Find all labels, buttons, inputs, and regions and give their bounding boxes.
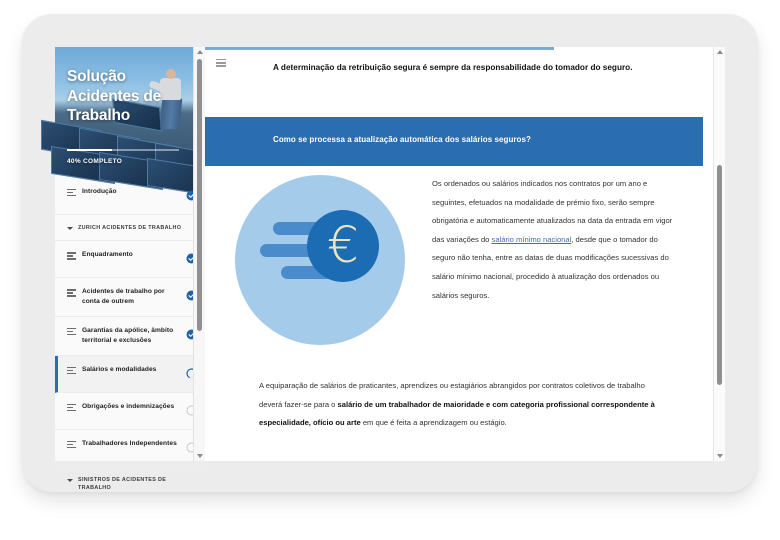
sidebar-item-enquadramento[interactable]	[55, 241, 205, 278]
lesson-progress-bar	[205, 47, 554, 50]
sidebar-section-header[interactable]	[55, 215, 205, 241]
list-lines-icon	[67, 252, 76, 261]
sidebar-item-introducao[interactable]	[55, 178, 205, 215]
closing-text-part2: em que é feita a aprendizagem ou estágio.	[360, 418, 507, 428]
course-progress-label: 40% COMPLETO	[67, 158, 123, 165]
body-text-after-link: , desde que o tomador do seguro não tenha, entre as datas de duas modificações sucessivas do salário mínimo nacional, procedido à atualização dos ordenados ou salários seguros.	[432, 234, 669, 300]
chevron-down-icon	[67, 227, 73, 230]
course-progress-fill	[67, 149, 112, 151]
sidebar-scrollbar[interactable]	[193, 47, 205, 461]
sidebar-item-label: Trabalhadores Independentes	[82, 439, 177, 447]
sidebar-item-salarios-e-modalidades[interactable]	[55, 356, 205, 393]
euro-symbol-icon: €	[327, 215, 359, 274]
body-text-before-link: Os ordenados ou salários indicados nos contratos por um ano e seguintes, efetuados na modalidade de prémio fixo, serão sempre obrigatória e automaticamente atualizados na data da entrada em vigor das variações do	[432, 179, 673, 244]
tablet-screen	[55, 47, 725, 492]
euro-coin	[307, 210, 379, 282]
tablet-device-frame	[22, 14, 758, 492]
list-lines-icon	[67, 441, 76, 450]
body-paragraph	[432, 175, 675, 305]
sidebar-item-label: Garantias da apólice, âmbito territorial e exclusões	[82, 327, 174, 345]
sidebar-item-label: Introdução	[82, 188, 117, 195]
closing-text-part1: A equiparação de salários de praticantes, aprendizes ou estagiários abrangidos por contratos coletivos de trabalho deverá fazer-se para o	[259, 381, 645, 409]
list-lines-icon	[67, 189, 76, 198]
intro-statement: A determinação da retribuição segura é sempre da responsabilidade do tomador do seguro.	[273, 63, 633, 72]
sidebar-item-acidentes-de-trabalho-por-conta-de-outre[interactable]	[55, 278, 205, 317]
sidebar-item-label: Salários e modalidades	[82, 365, 157, 373]
list-lines-icon	[67, 289, 76, 298]
section-question-title: Como se processa a atualização automática dos salários seguros?	[273, 135, 531, 144]
course-progress-bar	[67, 149, 179, 151]
content-scroll-thumb[interactable]	[717, 165, 722, 385]
sidebar-item-label: Acidentes de trabalho por conta de outrem	[82, 288, 165, 306]
closing-paragraph	[259, 377, 659, 433]
lesson-content-area	[205, 47, 725, 461]
sidebar-nav-list	[55, 174, 205, 502]
sidebar-section-label: SINISTROS DE ACIDENTES DE TRABALHO	[78, 476, 167, 492]
closing-text-bold: salário de um trabalhador de maioridade e com categoria profissional correspondente à especialidade, ofício ou arte	[259, 399, 655, 428]
list-lines-icon	[67, 404, 76, 413]
sidebar-scroll-down-arrow[interactable]	[197, 454, 203, 458]
salario-minimo-link[interactable]: salário mínimo nacional	[491, 234, 572, 244]
list-lines-icon	[67, 328, 76, 337]
sidebar-item-garantias-da-apolice-ambito-territorial-[interactable]	[55, 317, 205, 356]
list-lines-icon	[67, 367, 76, 376]
sidebar-item-trabalhadores-independentes[interactable]	[55, 430, 205, 467]
chevron-down-icon	[67, 479, 73, 482]
course-title: Solução Acidentes de Trabalho	[67, 68, 162, 125]
content-scrollbar[interactable]	[713, 47, 725, 461]
sidebar-item-obrigacoes-e-indemnizacoes[interactable]	[55, 393, 205, 430]
sidebar-item-label: Enquadramento	[82, 251, 133, 259]
sidebar-item-label: Obrigações e indemnizações	[82, 402, 175, 410]
content-scroll-up-arrow[interactable]	[717, 50, 723, 54]
sidebar-section-header[interactable]	[55, 467, 205, 502]
course-hero-image	[55, 47, 205, 174]
sidebar-scroll-thumb[interactable]	[197, 59, 202, 331]
sidebar-section-label: ZURICH ACIDENTES DE TRABALHO	[78, 225, 182, 231]
course-sidebar	[55, 47, 206, 492]
section-question-banner	[205, 117, 703, 166]
content-scroll-down-arrow[interactable]	[717, 454, 723, 458]
sidebar-scroll-up-arrow[interactable]	[197, 50, 203, 54]
hamburger-menu-icon[interactable]	[216, 59, 226, 69]
euro-coin-speed-icon	[235, 175, 411, 351]
